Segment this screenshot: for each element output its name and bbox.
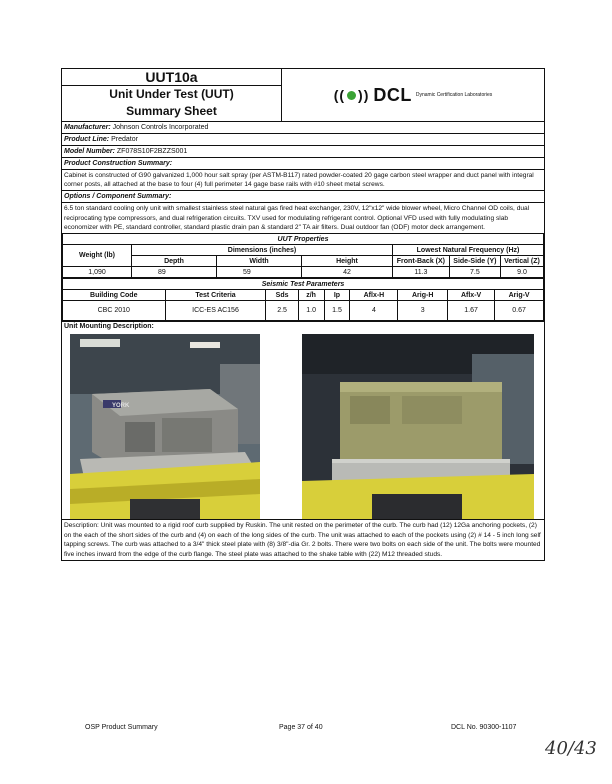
options-label: Options / Component Summary:: [64, 193, 172, 201]
ss-header: Side-Side (Y): [449, 256, 500, 267]
ss-value: 7.5: [449, 267, 500, 278]
construction-summary: Cabinet is constructed of G90 galvanized 1,000 hour salt spray (per ASTM-B117) rated powder-coated 20 gage carbon steel wrapper and duct panel with integral corner posts, all attached at the base to four (4) full perimeter 14 gage base rails with #10 sheet metal screws.: [62, 170, 544, 191]
logo-text: DCL: [373, 84, 412, 105]
construction-label: Product Construction Summary:: [64, 160, 173, 167]
width-value: 59: [217, 267, 302, 278]
seismic-value: CBC 2010: [63, 301, 166, 321]
seismic-value: 1.67: [447, 301, 494, 321]
weight-value: 1,090: [63, 267, 132, 278]
seismic-value: 3: [398, 301, 448, 321]
sheet-title: Unit Under Test (UUT): [109, 87, 234, 101]
manufacturer-label: Manufacturer:: [64, 124, 111, 131]
fb-value: 11.3: [393, 267, 450, 278]
options-summary: 6.5 ton standard cooling only unit with smallest stainless steel natural gas fired heat exchanger, 230V, 12"x12" wide blower wheel, Micro Channel OD coils, dual reciprocating type compressors, and dual refrigeration circuits. TXV used for modulating refrigerant control. Optional VFD used with fully modulating slab economizer with PE, standard controller, standard plastic drain pan & standard 2" TA air filters. Dual outdoor fan (ODF) motor deck arrangement.: [64, 205, 530, 231]
seismic-header: Sds: [266, 290, 298, 301]
logo-subtext: Dynamic Certification Laboratories: [415, 92, 493, 98]
seismic-header: Building Code: [63, 290, 166, 301]
handwritten-page-number: 40/43: [545, 738, 597, 759]
product-line-value: Predator: [111, 136, 138, 143]
seismic-title: Seismic Test Parameters: [63, 279, 544, 290]
seismic-value: 2.5: [266, 301, 298, 321]
uut-id: UUT10a: [62, 69, 281, 86]
mounting-description: Description: Unit was mounted to a rigid roof curb supplied by Ruskin. The unit rested on the perimeter of the curb. The curb had (12) 12Ga anchoring pockets, (2) on the each of the short sides of the curb and (4) on each of the long sides of the curb. The unit was attached to each of the pockets using (2) # 14 - 5 inch long self tapping screws. The curb was attached to a 3/4" thick steel plate with (8) 3/8"-dia Gr. 2 bolts. There were two bolts on each side of the unit. The bolts were mounted five inches inward from the edge of the curb flange. The steel plate was attached to the shake table with (22) M12 threaded studs.: [62, 519, 544, 560]
seismic-value: 4: [350, 301, 398, 321]
seismic-header: Aflx-V: [447, 290, 494, 301]
uut-properties-title: UUT Properties: [63, 234, 544, 245]
logo-dot-icon: [347, 91, 356, 100]
sheet-header: [62, 69, 544, 122]
seismic-value: ICC-ES AC156: [165, 301, 266, 321]
seismic-header: Ip: [324, 290, 350, 301]
seismic-header: z/h: [298, 290, 324, 301]
manufacturer-row: [62, 122, 544, 134]
v-value: 9.0: [500, 267, 543, 278]
model-row: [62, 146, 544, 158]
height-value: 42: [302, 267, 393, 278]
mounting-label: Unit Mounting Description:: [62, 321, 544, 334]
logo-wave-icon: (( )): [333, 87, 370, 103]
product-line-label: Product Line:: [64, 136, 110, 143]
footer-left: OSP Product Summary: [85, 724, 158, 731]
v-header: Vertical (Z): [500, 256, 543, 267]
footer-page: Page 37 of 40: [279, 724, 323, 731]
seismic-header: Arig-H: [398, 290, 448, 301]
seismic-header: Test Criteria: [165, 290, 266, 301]
model-label: Model Number:: [64, 148, 115, 155]
dimensions-header: Dimensions (inches): [132, 245, 393, 256]
depth-value: 89: [132, 267, 217, 278]
mounting-photo-2: [302, 334, 534, 519]
manufacturer-value: Johnson Controls Incorporated: [112, 124, 209, 131]
seismic-value: 1.0: [298, 301, 324, 321]
seismic-table: [62, 278, 544, 321]
seismic-header: Arig-V: [495, 290, 544, 301]
footer-doc-number: DCL No. 90300-1107: [451, 724, 517, 731]
model-value: ZF078S10F2BZZS001: [116, 148, 188, 155]
mounting-photo-1: [70, 334, 260, 519]
width-header: Width: [217, 256, 302, 267]
depth-header: Depth: [132, 256, 217, 267]
construction-label-row: [62, 158, 544, 170]
seismic-value: 1.5: [324, 301, 350, 321]
sheet-subtitle: Summary Sheet: [126, 104, 217, 118]
photo1-brand-text: YORK: [112, 403, 130, 410]
title-block: [62, 69, 282, 121]
mounting-photos: [62, 334, 544, 519]
dcl-logo: [282, 69, 544, 121]
summary-sheet: [61, 68, 545, 561]
height-header: Height: [302, 256, 393, 267]
fb-header: Front-Back (X): [393, 256, 450, 267]
seismic-value: 0.67: [495, 301, 544, 321]
product-line-row: [62, 134, 544, 146]
weight-header: Weight (lb): [63, 245, 132, 267]
seismic-header: Aflx-H: [350, 290, 398, 301]
options-label-row: [62, 191, 544, 203]
uut-properties-table: [62, 233, 544, 278]
frequency-header: Lowest Natural Frequency (Hz): [393, 245, 544, 256]
